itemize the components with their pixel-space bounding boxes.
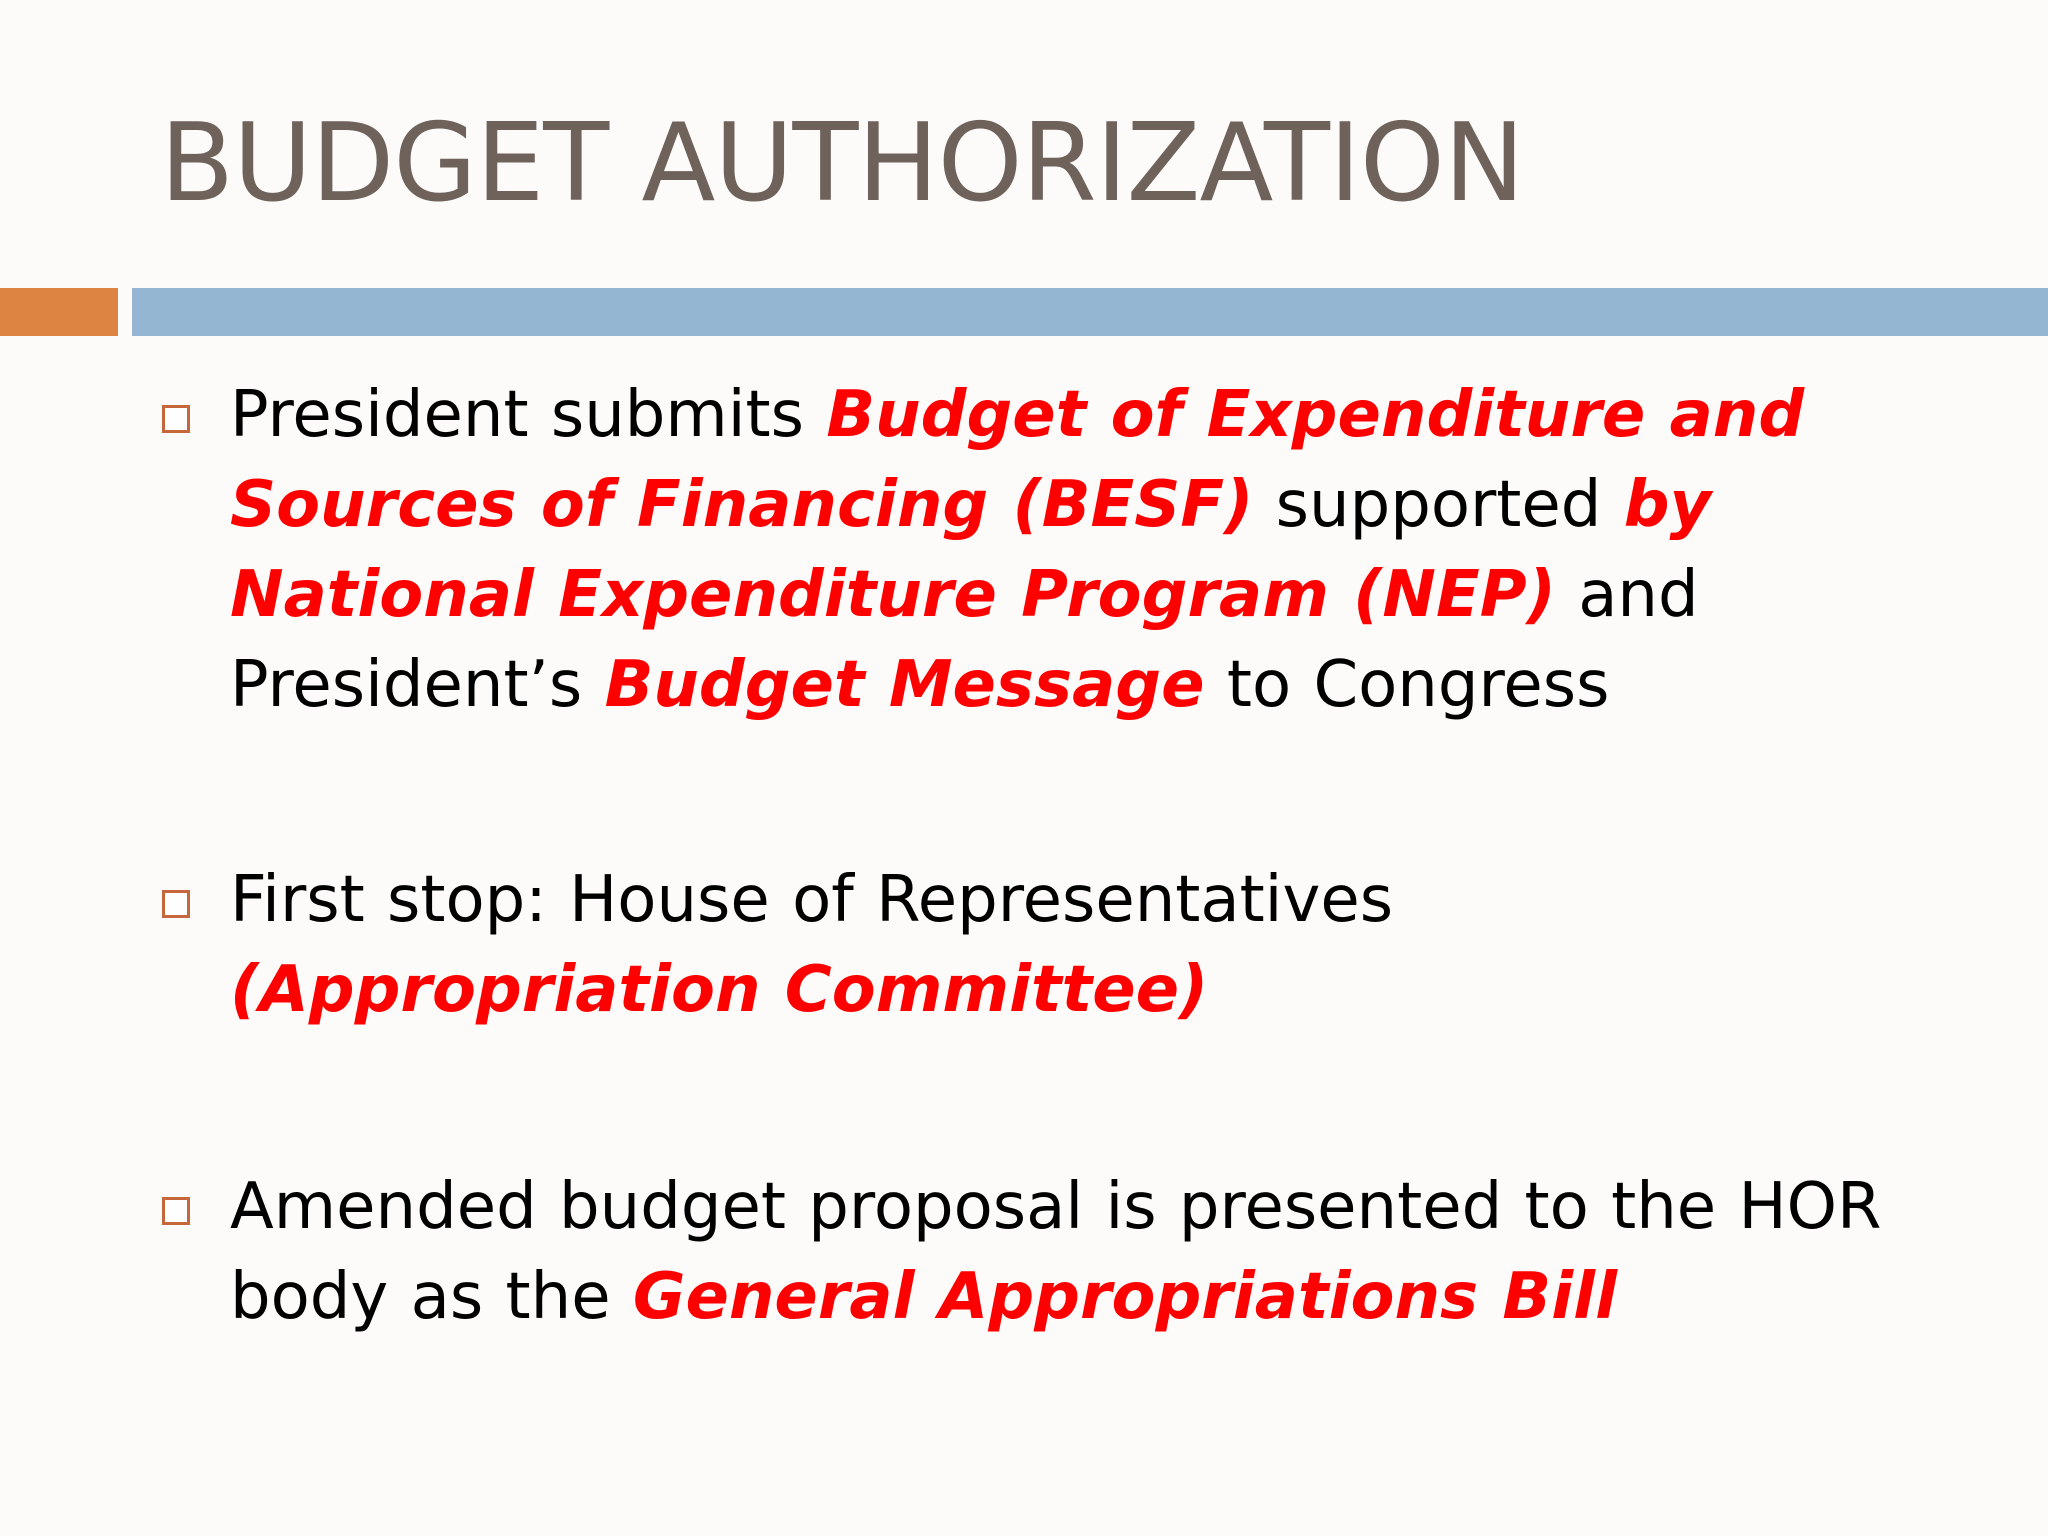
bullet-item	[162, 370, 1932, 730]
slide-title: BUDGET AUTHORIZATION	[160, 101, 1524, 226]
highlight-besf: Budget of Expenditure and Sources of Financing (BESF)	[230, 378, 1805, 542]
bullet-item	[162, 855, 1932, 1035]
highlight-nep: by National Expenditure Program (NEP)	[230, 468, 1712, 632]
accent-bar-blue	[132, 288, 2048, 336]
bullet-text-segment: President submits	[230, 378, 827, 452]
bullet-text	[230, 855, 1932, 1035]
bullet-text-segment: supported	[1253, 468, 1624, 542]
highlight-appropriation-committee: (Appropriation Committee)	[230, 953, 1209, 1027]
bullet-text-segment: Amended budget proposal is presented to the HOR body as the	[230, 1170, 1882, 1334]
bullet-text	[230, 1162, 1932, 1342]
highlight-general-appropriations-bill: General Appropriations Bill	[632, 1260, 1617, 1334]
bullet-text-segment: to Congress	[1204, 648, 1610, 722]
bullet-text	[230, 370, 1932, 730]
accent-bar-orange	[0, 288, 118, 336]
highlight-budget-message: Budget Message	[604, 648, 1205, 722]
bullet-item	[162, 1162, 1932, 1342]
hollow-square-bullet-icon	[162, 405, 190, 433]
hollow-square-bullet-icon	[162, 890, 190, 918]
bullet-text-segment: First stop: House of Representatives	[230, 863, 1394, 937]
bullet-text-segment: and President’s	[230, 558, 1699, 722]
hollow-square-bullet-icon	[162, 1197, 190, 1225]
